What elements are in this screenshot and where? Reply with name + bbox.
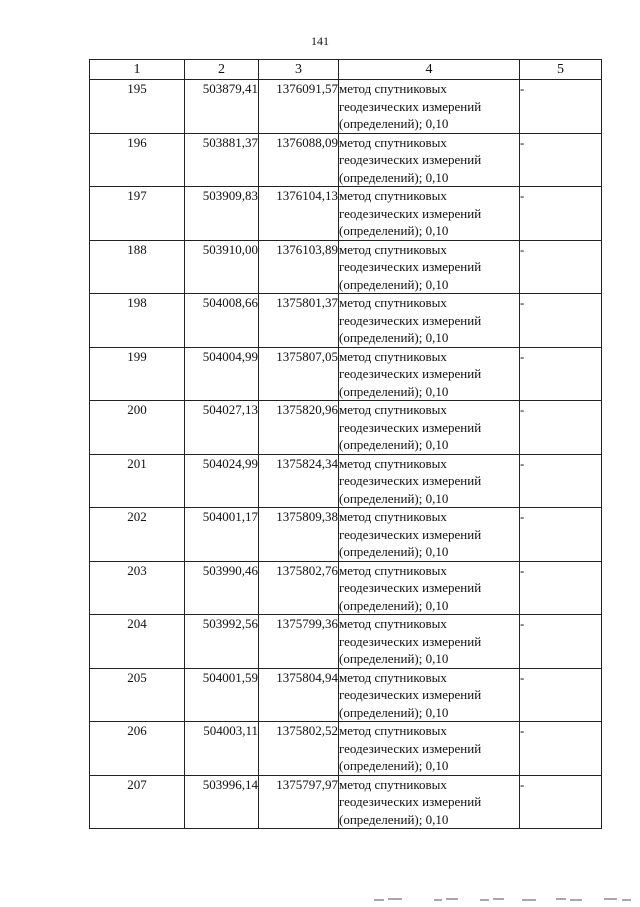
method-line: (определений); 0,10: [339, 544, 449, 559]
method-line: геодезических измерений: [339, 98, 482, 114]
coordinate-x: 504008,66: [185, 294, 259, 348]
coordinate-y: 1375809,38: [259, 508, 339, 562]
point-number: 200: [90, 401, 185, 455]
point-number: 205: [90, 668, 185, 722]
point-number: 188: [90, 240, 185, 294]
note-cell: -: [520, 187, 602, 241]
coordinate-x: 503990,46: [185, 561, 259, 615]
coordinate-x: 503992,56: [185, 615, 259, 669]
point-number: 202: [90, 508, 185, 562]
point-number: 199: [90, 347, 185, 401]
method-cell: [339, 722, 520, 776]
coordinate-x: 503879,41: [185, 80, 259, 134]
column-header-3: 3: [259, 60, 339, 80]
method-line: геодезических измерений: [339, 526, 482, 542]
method-line: геодезических измерений: [339, 740, 482, 756]
method-line: метод спутниковых: [339, 402, 447, 417]
method-line: метод спутниковых: [339, 348, 447, 364]
coordinate-y: 1375802,52: [259, 722, 339, 776]
method-line: метод спутниковых: [339, 723, 447, 738]
method-line: (определений); 0,10: [339, 223, 449, 238]
coordinate-y: 1375802,76: [259, 561, 339, 615]
table-row: [90, 240, 602, 294]
table-row: [90, 454, 602, 508]
method-cell: [339, 561, 520, 615]
coordinate-y: 1375820,96: [259, 401, 339, 455]
coordinate-y: 1375801,37: [259, 294, 339, 348]
method-cell: [339, 454, 520, 508]
note-cell: -: [520, 454, 602, 508]
table-row: [90, 80, 602, 134]
note-cell: -: [520, 668, 602, 722]
note-cell: -: [520, 561, 602, 615]
column-header-2: 2: [185, 60, 259, 80]
method-line: метод спутниковых: [339, 295, 447, 310]
table-row: [90, 615, 602, 669]
faded-stamp-marks: [372, 894, 640, 905]
method-line: метод спутниковых: [339, 241, 447, 257]
note-cell: -: [520, 80, 602, 134]
method-line: геодезических измерений: [339, 259, 482, 274]
method-cell: [339, 668, 520, 722]
method-cell: [339, 401, 520, 455]
point-number: 201: [90, 454, 185, 508]
page-number: 141: [311, 34, 329, 48]
table-row: [90, 722, 602, 776]
point-number: 197: [90, 187, 185, 241]
method-line: (определений); 0,10: [339, 758, 449, 773]
note-cell: -: [520, 133, 602, 187]
method-line: геодезических измерений: [339, 205, 482, 221]
coordinate-y: 1376103,89: [259, 240, 339, 294]
table-header-row: [90, 60, 602, 80]
method-line: метод спутниковых: [339, 188, 447, 203]
coordinate-x: 504027,13: [185, 401, 259, 455]
note-cell: -: [520, 722, 602, 776]
faded-footer-stamp: [372, 894, 640, 905]
method-cell: [339, 347, 520, 401]
note-cell: -: [520, 508, 602, 562]
method-cell: [339, 80, 520, 134]
point-number: 204: [90, 615, 185, 669]
coordinate-y: 1375824,34: [259, 454, 339, 508]
point-number: 206: [90, 722, 185, 776]
method-line: геодезических измерений: [339, 473, 482, 488]
table-row: [90, 401, 602, 455]
method-line: (определений); 0,10: [339, 597, 449, 613]
coordinate-x: 503909,83: [185, 187, 259, 241]
method-line: геодезических измерений: [339, 687, 482, 702]
method-cell: [339, 508, 520, 562]
method-cell: [339, 294, 520, 348]
coordinate-x: 504003,11: [185, 722, 259, 776]
table-row: [90, 508, 602, 562]
method-line: геодезических измерений: [339, 633, 482, 649]
method-line: метод спутниковых: [339, 562, 447, 578]
coordinate-y: 1375804,94: [259, 668, 339, 722]
point-number: 195: [90, 80, 185, 134]
point-number: 203: [90, 561, 185, 615]
coordinate-x: 504024,99: [185, 454, 259, 508]
coordinate-x: 503996,14: [185, 775, 259, 829]
method-line: метод спутниковых: [339, 455, 447, 471]
method-line: (определений); 0,10: [339, 704, 449, 720]
method-line: (определений); 0,10: [339, 383, 449, 399]
column-header-1: 1: [90, 60, 185, 80]
table-row: [90, 294, 602, 348]
table-row: [90, 133, 602, 187]
coordinate-y: 1376091,57: [259, 80, 339, 134]
note-cell: -: [520, 347, 602, 401]
method-line: (определений); 0,10: [339, 490, 449, 506]
note-cell: -: [520, 615, 602, 669]
method-line: метод спутниковых: [339, 81, 447, 96]
method-line: (определений); 0,10: [339, 811, 449, 827]
coordinate-y: 1376104,13: [259, 187, 339, 241]
method-line: метод спутниковых: [339, 509, 447, 524]
method-line: геодезических измерений: [339, 312, 482, 328]
method-cell: [339, 240, 520, 294]
method-cell: [339, 133, 520, 187]
table-row: [90, 561, 602, 615]
method-line: геодезических измерений: [339, 794, 482, 809]
method-line: метод спутниковых: [339, 134, 447, 150]
method-cell: [339, 775, 520, 829]
method-cell: [339, 615, 520, 669]
method-line: (определений); 0,10: [339, 276, 449, 292]
coordinate-y: 1376088,09: [259, 133, 339, 187]
note-cell: -: [520, 401, 602, 455]
method-cell: [339, 187, 520, 241]
note-cell: -: [520, 294, 602, 348]
table-row: [90, 775, 602, 829]
coordinate-x: 504004,99: [185, 347, 259, 401]
table-row: [90, 347, 602, 401]
coordinate-y: 1375807,05: [259, 347, 339, 401]
method-line: метод спутниковых: [339, 669, 447, 685]
coordinates-table: [89, 59, 602, 829]
column-header-5: 5: [520, 60, 602, 80]
method-line: (определений); 0,10: [339, 330, 449, 345]
coordinate-y: 1375799,36: [259, 615, 339, 669]
method-line: метод спутниковых: [339, 776, 447, 792]
coordinate-x: 503910,00: [185, 240, 259, 294]
method-line: (определений); 0,10: [339, 437, 449, 452]
method-line: метод спутниковых: [339, 616, 447, 631]
point-number: 207: [90, 775, 185, 829]
point-number: 196: [90, 133, 185, 187]
coordinate-y: 1375797,97: [259, 775, 339, 829]
table-row: [90, 668, 602, 722]
note-cell: -: [520, 240, 602, 294]
method-line: геодезических измерений: [339, 366, 482, 381]
coordinate-x: 504001,17: [185, 508, 259, 562]
coordinate-x: 504001,59: [185, 668, 259, 722]
table-row: [90, 187, 602, 241]
method-line: геодезических измерений: [339, 152, 482, 167]
point-number: 198: [90, 294, 185, 348]
method-line: геодезических измерений: [339, 580, 482, 595]
note-cell: -: [520, 775, 602, 829]
coordinate-x: 503881,37: [185, 133, 259, 187]
method-line: (определений); 0,10: [339, 651, 449, 666]
method-line: геодезических измерений: [339, 419, 482, 435]
method-line: (определений); 0,10: [339, 116, 449, 131]
method-line: (определений); 0,10: [339, 169, 449, 185]
column-header-4: 4: [339, 60, 520, 80]
